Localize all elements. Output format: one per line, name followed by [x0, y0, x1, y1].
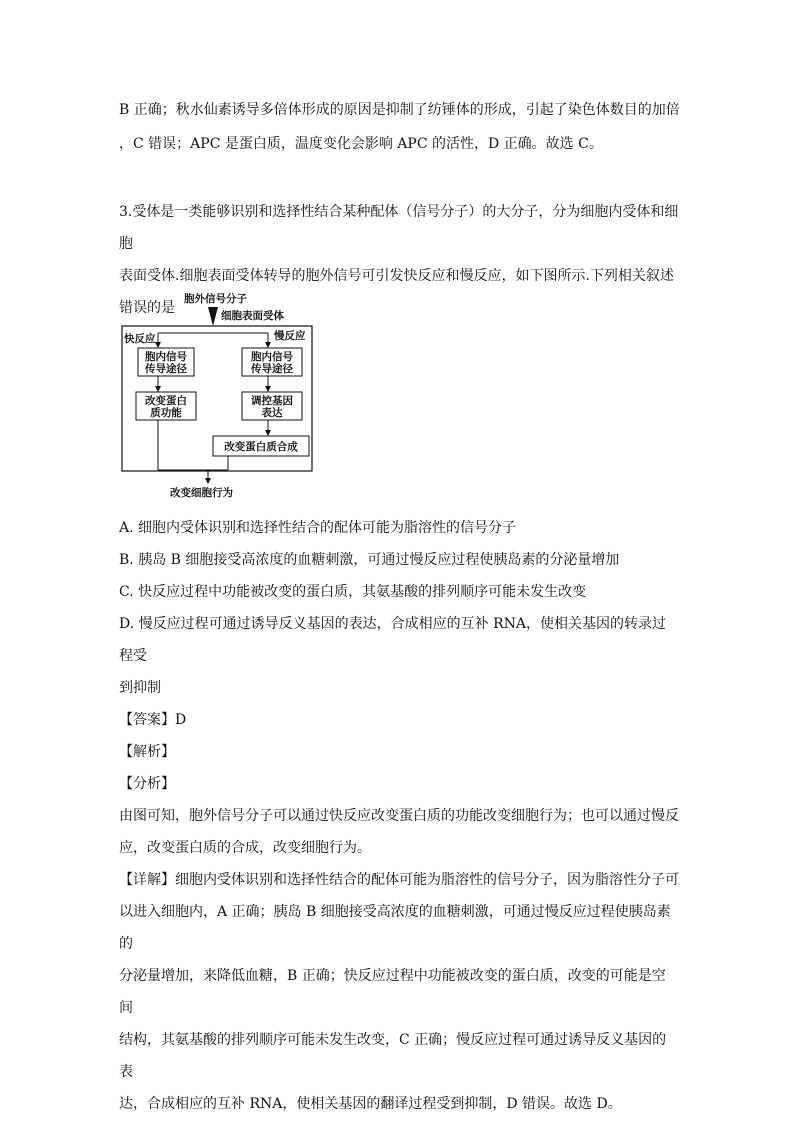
signal-label: 胞外信号分子 — [184, 293, 247, 305]
fast-label: 快反应 — [124, 333, 156, 345]
detail-line: 结构，其氨基酸的排列顺序可能未发生改变，C 正确；慢反应过程可通过诱导反义基因的表 — [119, 1032, 667, 1080]
fenxi-label: 【分析】 — [119, 776, 175, 792]
stem-line: 错误的是 — [119, 300, 175, 316]
stem-line: 3.受体是一类能够识别和选择性结合某种配体（信号分子）的大分子，分为细胞内受体和细胞 — [119, 204, 679, 252]
option-b: B. 胰岛 B 细胞接受高浓度的血糖刺激，可通过慢反应过程使胰岛素的分泌量增加 — [119, 552, 620, 568]
options-list — [119, 512, 679, 1120]
detail-line: 达，合成相应的互补 RNA，使相关基因的翻译过程受到抑制，D 错误。故选 D。 — [119, 1096, 622, 1112]
option-d-cont: 到抑制 — [119, 680, 161, 696]
slow-box2-line1: 调控基因 — [251, 395, 293, 407]
option-c: C. 快反应过程中功能被改变的蛋白质，其氨基酸的排列顺序可能未发生改变 — [119, 584, 587, 600]
fenxi-line: 应，改变蛋白质的合成，改变细胞行为。 — [119, 840, 371, 856]
fast-box1-line2: 传导途径 — [145, 363, 187, 375]
slow-box3-label: 改变蛋白质合成 — [224, 441, 298, 453]
analysis-label: 【解析】 — [119, 744, 175, 760]
slow-label: 慢反应 — [274, 330, 306, 342]
signal-pathway-diagram — [118, 290, 318, 500]
detail-line: 以进入细胞内，A 正确；胰岛 B 细胞接受高浓度的血糖刺激，可通过慢反应过程使胰岛素的 — [119, 904, 671, 952]
option-d: D. 慢反应过程可通过诱导反义基因的表达，合成相应的互补 RNA，使相关基因的转录过程受 — [119, 616, 666, 664]
slow-box2-line2: 表达 — [261, 407, 283, 419]
stem-line: 表面受体.细胞表面受体转导的胞外信号可引发快反应和慢反应，如下图所示.下列相关叙述 — [119, 268, 674, 284]
detail-line: 【详解】细胞内受体识别和选择性结合的配体可能为脂溶性的信号分子，因为脂溶性分子可 — [119, 872, 679, 888]
fast-box2-line1: 改变蛋白 — [145, 395, 187, 407]
slow-box1-line2: 传导途径 — [251, 363, 293, 375]
fenxi-line: 由图可知，胞外信号分子可以通过快反应改变蛋白质的功能改变细胞行为；也可以通过慢反 — [119, 808, 679, 824]
result-label: 改变细胞行为 — [170, 487, 233, 499]
fast-box1-line1: 胞内信号 — [145, 351, 187, 363]
receptor-label: 细胞表面受体 — [221, 310, 284, 322]
answer-label: 【答案】D — [119, 712, 187, 728]
option-a: A. 细胞内受体识别和选择性结合的配体可能为脂溶性的信号分子 — [119, 520, 517, 536]
intro-line-1: B 正确；秋水仙素诱导多倍体形成的原因是抑制了纺锤体的形成，引起了染色体数目的加倍 — [119, 102, 680, 118]
detail-line: 分泌量增加，来降低血糖，B 正确；快反应过程中功能被改变的蛋白质，改变的可能是空间 — [119, 968, 666, 1016]
fast-box2-line2: 质功能 — [150, 407, 182, 419]
intro-line-2: ，C 错误；APC 是蛋白质，温度变化会影响 APC 的活性，D 正确。故选 C。 — [119, 136, 603, 152]
receptor-arrow-icon — [208, 307, 218, 326]
slow-box1-line1: 胞内信号 — [251, 351, 293, 363]
